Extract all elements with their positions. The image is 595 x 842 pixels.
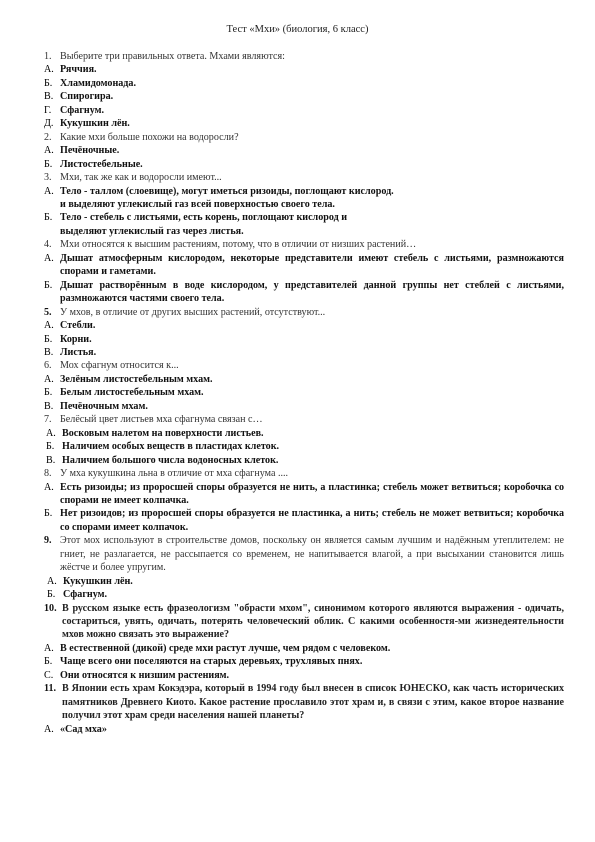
option-text: Наличием особых веществ в пластидах клеток. xyxy=(62,441,280,453)
answer-option xyxy=(44,669,564,682)
option-continuation: выделяют углекислый газ через листья. xyxy=(60,225,244,237)
question-text: Мхи относятся к высшим растениям, потому, что в отличии от низших растений… xyxy=(60,239,417,251)
option-text: Дышат растворённым в воде кислородом, у представителей данной группы нет стеблей с листьями, размножаются частями своего тела. xyxy=(60,279,564,305)
option-letter: А. xyxy=(44,373,54,385)
question-number: 6. xyxy=(44,360,52,372)
answer-option xyxy=(44,117,564,130)
question-5 xyxy=(44,306,564,319)
option-text: Они относятся к низшим растениям. xyxy=(60,669,230,681)
option-text: Печёночные. xyxy=(60,145,120,157)
question-1 xyxy=(44,50,564,63)
question-10 xyxy=(44,602,564,642)
option-text: Кукушкин лён. xyxy=(60,118,130,130)
option-text: Чаще всего они поселяются на старых деревьях, трухлявых пнях. xyxy=(60,656,363,668)
answer-option xyxy=(44,279,564,306)
answer-option xyxy=(44,440,564,453)
option-text: Восковым налетом на поверхности листьев. xyxy=(62,427,264,439)
option-text: Листья. xyxy=(60,346,97,358)
option-letter: Б. xyxy=(44,77,53,89)
question-11 xyxy=(44,682,564,722)
option-letter: А. xyxy=(44,642,54,654)
option-letter: А. xyxy=(44,185,54,197)
option-text: Зелёным листостебельным мхам. xyxy=(60,373,213,385)
question-number: 1. xyxy=(44,51,52,62)
answer-option xyxy=(44,655,564,668)
answer-option xyxy=(44,373,564,386)
test-content xyxy=(44,50,564,736)
answer-option xyxy=(44,642,564,655)
question-text: У мха кукушкина льна в отличие от мха сфагнума .... xyxy=(60,468,289,480)
option-text: Дышат атмосферным кислородом, некоторые представители имеют стебель с листьями, размножаются спорами и гаметами. xyxy=(60,252,564,278)
option-letter: Д. xyxy=(44,118,54,130)
option-letter: Б. xyxy=(47,589,56,601)
option-letter: А. xyxy=(44,64,54,76)
question-text: Белёсый цвет листьев мха сфагнума связан с… xyxy=(60,414,263,426)
option-text: Белым листостебельным мхам. xyxy=(60,387,204,399)
answer-option xyxy=(44,333,564,346)
question-text: В русском языке есть фразеологизм "обрасти мхом", синонимом которого являются выражения - одичать, состариться, увять, одичать, потерять человеческий облик. С какими особенностя-ми жизнедеятельности мхов можно связать это выражение? xyxy=(62,602,564,641)
option-letter: Б. xyxy=(44,656,53,668)
answer-option xyxy=(44,575,564,588)
answer-option xyxy=(44,400,564,413)
question-7 xyxy=(44,413,564,426)
answer-option xyxy=(44,144,564,157)
option-text: Кукушкин лён. xyxy=(63,575,133,587)
question-number: 2. xyxy=(44,131,52,143)
option-text: Корни. xyxy=(60,333,92,345)
option-letter: А. xyxy=(44,481,54,493)
option-text: Тело - таллом (слоевище), могут иметься ризоиды, поглощают кислород. xyxy=(60,185,394,197)
answer-option xyxy=(44,211,564,224)
option-text: В естественной (дикой) среде мхи растут лучше, чем рядом с человеком. xyxy=(60,642,391,654)
answer-option xyxy=(44,77,564,90)
answer-option xyxy=(44,588,564,601)
option-letter: А. xyxy=(44,723,54,735)
option-letter: А. xyxy=(44,320,54,332)
answer-option xyxy=(44,185,564,198)
answer-option xyxy=(44,90,564,103)
answer-option xyxy=(44,252,564,279)
question-8 xyxy=(44,467,564,480)
option-text: Нет ризоидов; из проросшей споры образуется не пластинка, а нить; стебель не может ветвиться; коробочка со спорами имеет колпачок. xyxy=(60,508,564,533)
answer-option xyxy=(44,454,564,467)
option-text: Ряччия. xyxy=(60,64,97,76)
option-letter: А. xyxy=(47,575,57,587)
option-text: Сфагнум. xyxy=(63,589,108,601)
answer-option xyxy=(44,319,564,332)
answer-option xyxy=(44,386,564,399)
question-9 xyxy=(44,534,564,574)
question-number: 4. xyxy=(44,239,52,251)
answer-option xyxy=(44,346,564,359)
question-text: Мхи, так же как и водоросли имеют... xyxy=(60,172,222,184)
option-letter: С. xyxy=(44,669,54,681)
option-letter: В. xyxy=(44,400,54,412)
question-text: Этот мох используют в строительстве домов, поскольку он является самым лучшим и надёжным утеплителем: не гниет, не разлагается, не рассыпается со временем, не напитывается влагой, а при высыхании становится лишь жёстче и более упругим. xyxy=(60,535,564,574)
option-letter: А. xyxy=(46,427,56,439)
question-2 xyxy=(44,131,564,144)
answer-option xyxy=(44,104,564,117)
option-letter: А. xyxy=(44,252,54,264)
option-text: Сфагнум. xyxy=(60,104,105,116)
option-letter: В. xyxy=(44,91,54,103)
question-number: 5. xyxy=(44,306,52,318)
question-text: Какие мхи больше похожи на водоросли? xyxy=(60,131,239,143)
question-6 xyxy=(44,359,564,372)
option-text: Стебли. xyxy=(60,320,96,332)
question-number: 10. xyxy=(44,602,57,614)
option-letter: Б. xyxy=(44,158,53,170)
option-letter: В. xyxy=(46,454,56,466)
option-letter: Б. xyxy=(46,441,55,453)
option-continuation: и выделяют углекислый газ всей поверхностью своего тела. xyxy=(60,198,335,210)
answer-option xyxy=(44,723,564,736)
option-text: Спирогира. xyxy=(60,91,114,103)
question-number: 8. xyxy=(44,468,52,480)
question-3 xyxy=(44,171,564,184)
question-4 xyxy=(44,238,564,251)
question-text: Выберите три правильных ответа. Мхами являются: xyxy=(60,51,285,62)
answer-option xyxy=(44,158,564,171)
option-text: Есть ризоиды; из проросшей споры образуется не нить, а пластинка; стебель может ветвиться; коробочка со спорами не имеет колпачка. xyxy=(60,481,564,506)
option-text: Наличием большого числа водоносных клеток. xyxy=(62,454,279,466)
option-letter: Б. xyxy=(44,508,53,520)
question-text: В Японии есть храм Кокэдэра, который в 1994 году был внесен в список ЮНЕСКО, как часть исторических памятников Древнего Киото. Какое растение прославило этот храм и, в связи с этим, какое второе название получил этот храм среди населения нашей планеты? xyxy=(62,683,564,722)
answer-option xyxy=(44,427,564,440)
option-text: «Сад мха» xyxy=(60,723,107,735)
option-letter: Г. xyxy=(44,104,52,116)
option-letter: Б. xyxy=(44,333,53,345)
option-text: Тело - стебель с листьями, есть корень, поглощают кислород и xyxy=(60,212,348,224)
answer-option xyxy=(44,481,564,508)
option-text: Листостебельные. xyxy=(60,158,143,170)
question-number: 3. xyxy=(44,172,52,184)
answer-option xyxy=(44,507,564,534)
question-number: 11. xyxy=(44,683,57,695)
option-text: Хламидомонада. xyxy=(60,77,136,89)
option-letter: Б. xyxy=(44,279,53,291)
option-letter: Б. xyxy=(44,212,53,224)
option-text: Печёночным мхам. xyxy=(60,400,148,412)
question-text: У мхов, в отличие от других высших растений, отсутствуют... xyxy=(60,306,326,318)
question-text: Мох сфагнум относится к... xyxy=(60,360,179,372)
document-title: Тест «Мхи» (биология, 6 класс) xyxy=(226,24,369,35)
question-number: 9. xyxy=(44,535,52,547)
option-letter: Б. xyxy=(44,387,53,399)
question-number: 7. xyxy=(44,414,52,426)
answer-option xyxy=(44,63,564,76)
option-letter: А. xyxy=(44,145,54,157)
option-letter: В. xyxy=(44,346,54,358)
